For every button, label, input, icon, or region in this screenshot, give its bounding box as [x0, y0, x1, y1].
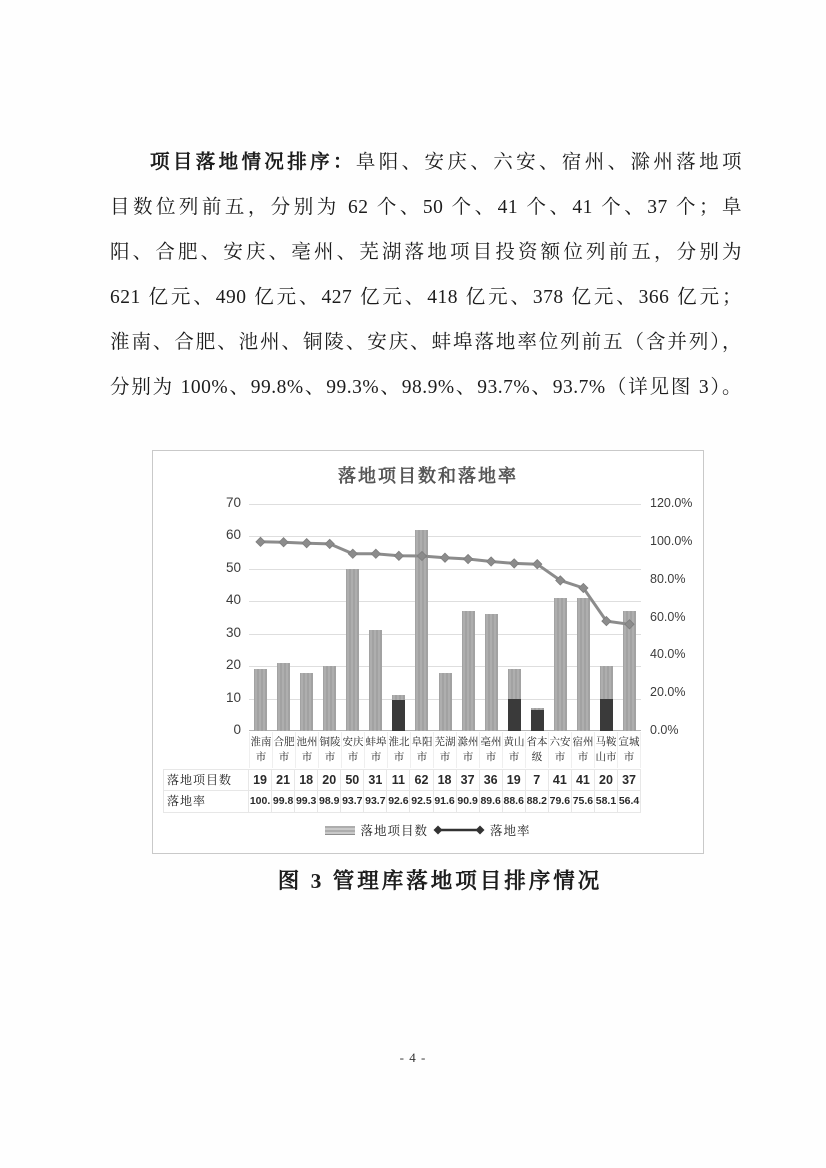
category-label: 淮南 市: [249, 732, 273, 768]
category-label: 省本 级: [526, 732, 549, 768]
paragraph-line: [110, 140, 742, 185]
table-cell-projects: 19: [503, 770, 526, 790]
table-cell-rate: 98.9: [318, 791, 341, 812]
category-axis-labels: [249, 732, 641, 768]
line-marker-diamond-icon: [279, 538, 288, 547]
category-label: 宣城 市: [618, 732, 641, 768]
table-cell-rate: 100.: [249, 791, 272, 812]
table-cell-rate: 58.1: [595, 791, 618, 812]
right-axis-tick: 40.0%: [650, 647, 686, 662]
line-marker-diamond-icon: [256, 537, 265, 546]
table-cell-projects: 50: [341, 770, 364, 790]
table-cell-projects: 36: [480, 770, 503, 790]
table-cell-projects: 7: [526, 770, 549, 790]
left-axis-tick: 20: [225, 657, 241, 673]
right-axis-tick: 120.0%: [650, 496, 693, 510]
paragraph-line: 淮南、合肥、池州、铜陵、安庆、蚌埠落地率位列前五（含并列），: [110, 332, 742, 353]
table-cell-projects: 19: [249, 770, 272, 790]
line-marker-diamond-icon: [625, 620, 634, 629]
line-marker-diamond-icon: [510, 559, 519, 568]
chart-legend: [153, 821, 703, 839]
line-marker-diamond-icon: [371, 549, 380, 558]
left-axis-tick: 0: [233, 722, 241, 737]
table-cell-projects: 20: [318, 770, 341, 790]
category-label: 黄山 市: [503, 732, 526, 768]
left-axis-tick: 60: [225, 527, 241, 543]
left-axis-tick: 10: [225, 689, 241, 705]
paragraph-line: 分别为 100%、99.8%、99.3%、98.9%、93.7%、93.7%（详见图 3）。: [110, 377, 742, 398]
right-axis-tick: 80.0%: [650, 571, 686, 586]
line-marker-diamond-icon: [348, 549, 357, 558]
table-cell-rate: 90.9: [457, 791, 480, 812]
category-label: 六安 市: [549, 732, 572, 768]
table-cell-rate: 99.8: [272, 791, 295, 812]
category-label: 铜陵 市: [319, 732, 342, 768]
chart-title: 落地项目数和落地率: [338, 466, 518, 486]
table-cell-rate: 89.6: [480, 791, 503, 812]
legend-line-label: 落地率: [490, 824, 531, 838]
table-cell-rate: 56.4: [618, 791, 641, 812]
table-row-header: 落地率: [163, 791, 249, 812]
category-label: 宿州 市: [572, 732, 595, 768]
rate-line: [249, 504, 641, 731]
chart-plot-area: [249, 504, 641, 731]
body-paragraph: [110, 140, 742, 410]
table-cell-projects: 11: [387, 770, 410, 790]
table-cell-rate: 92.5: [410, 791, 433, 812]
table-row-header: 落地项目数: [163, 770, 249, 790]
line-marker-diamond-icon: [440, 553, 449, 562]
category-label: 淮北 市: [388, 732, 411, 768]
table-cell-projects: 21: [272, 770, 295, 790]
right-axis-tick: 60.0%: [650, 609, 686, 624]
category-label: 亳州 市: [480, 732, 503, 768]
figure-caption: 图 3 管理库落地项目排序情况: [277, 869, 603, 893]
table-cell-rate: 88.6: [503, 791, 526, 812]
table-cell-projects: 20: [595, 770, 618, 790]
category-label: 合肥 市: [273, 732, 296, 768]
data-table-row-projects: [163, 769, 641, 791]
table-cell-rate: 91.6: [434, 791, 457, 812]
category-label: 安庆 市: [342, 732, 365, 768]
category-label: 芜湖 市: [434, 732, 457, 768]
table-cell-projects: 37: [457, 770, 480, 790]
table-cell-projects: 41: [549, 770, 572, 790]
table-cell-projects: 18: [295, 770, 318, 790]
paragraph-line: 621 亿元、490 亿元、427 亿元、418 亿元、378 亿元、366 亿元；: [110, 287, 742, 308]
line-marker-diamond-icon: [463, 554, 472, 563]
table-cell-rate: 75.6: [572, 791, 595, 812]
line-marker-diamond-icon: [325, 539, 334, 548]
paragraph-text: 阜阳、安庆、六安、宿州、滁州落地项: [355, 152, 742, 173]
right-axis-tick: 0.0%: [650, 723, 679, 737]
category-label: 马鞍 山市: [595, 732, 618, 768]
paragraph-line: 目数位列前五，分别为 62 个、50 个、41 个、41 个、37 个；阜: [110, 197, 742, 218]
left-axis-tick: 30: [225, 624, 241, 640]
page-number: - 4 -: [399, 1050, 427, 1065]
table-cell-projects: 18: [434, 770, 457, 790]
line-marker-diamond-icon: [417, 551, 426, 560]
table-cell-rate: 92.6: [387, 791, 410, 812]
category-label: 池州 市: [296, 732, 319, 768]
right-axis-tick: 100.0%: [650, 533, 693, 548]
table-cell-projects: 41: [572, 770, 595, 790]
line-marker-diamond-icon: [487, 557, 496, 566]
category-label: 蚌埠 市: [365, 732, 388, 768]
category-label: 滁州 市: [457, 732, 480, 768]
table-cell-rate: 79.6: [549, 791, 572, 812]
paragraph-bold-lead: 项目落地情况排序：: [150, 152, 356, 173]
category-label: 阜阳 市: [411, 732, 434, 768]
table-cell-projects: 62: [410, 770, 433, 790]
left-axis-tick: 50: [225, 559, 241, 575]
legend-bar-swatch-icon: [325, 826, 355, 835]
paragraph-line: 阳、合肥、安庆、亳州、芜湖落地项目投资额位列前五，分别为: [110, 242, 742, 263]
left-axis-tick: 40: [225, 592, 241, 608]
table-cell-rate: 99.3: [295, 791, 318, 812]
line-marker-diamond-icon: [394, 551, 403, 560]
right-axis-tick: 20.0%: [650, 685, 686, 700]
legend-line-swatch-icon: [433, 824, 485, 836]
table-cell-projects: 31: [364, 770, 387, 790]
table-cell-rate: 93.7: [364, 791, 387, 812]
legend-bar-label: 落地项目数: [360, 824, 428, 838]
line-marker-diamond-icon: [302, 539, 311, 548]
table-cell-rate: 93.7: [341, 791, 364, 812]
data-table-row-rate: [163, 791, 641, 813]
table-cell-rate: 88.2: [526, 791, 549, 812]
table-cell-projects: 37: [618, 770, 641, 790]
figure-3-chart: [152, 450, 704, 854]
left-axis-tick: 70: [225, 495, 241, 510]
